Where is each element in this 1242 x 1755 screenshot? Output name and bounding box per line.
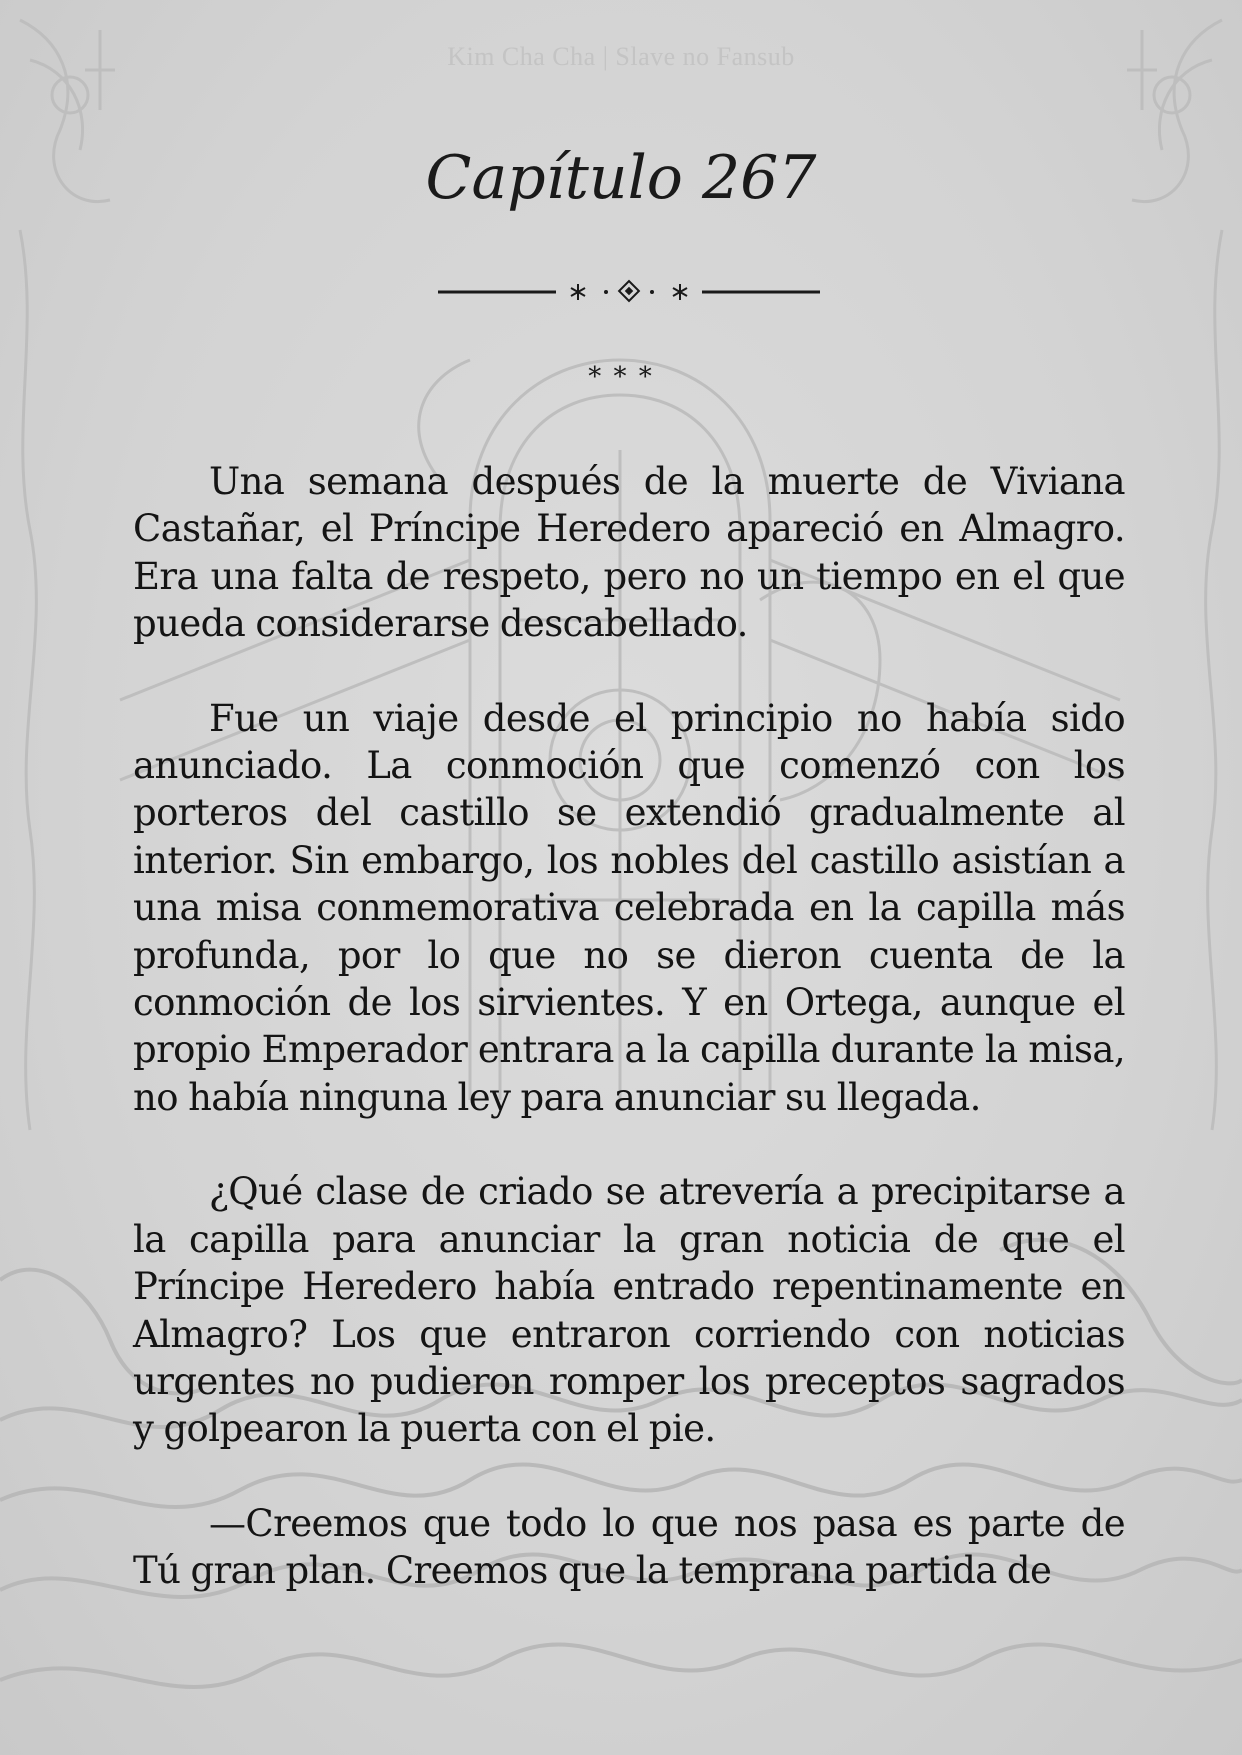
paragraph-1: Una semana después de la muerte de Viviana Castañar, el Príncipe Heredero apareció en Almagro. Era una falta de respeto, pero no un tiempo en el que pueda considerarse descabellado. [133, 460, 1125, 646]
watermark-text: Kim Cha Cha | Slave no Fansub [447, 42, 795, 71]
title-divider-ornament [438, 272, 820, 312]
section-break: * * * [588, 362, 654, 392]
paragraph-2: Fue un viaje desde el principio no había sido anunciado. La conmoción que comenzó con los porteros del castillo se extendió gradualmente al interior. Sin embargo, los nobles del castillo asistían a una misa conmemorativa celebrada en la capilla más profunda, por lo que no se dieron cuenta de la conmoción de los sirvientes. Y en Ortega, aunque el propio Emperador entrara a la capilla durante la misa, no había ninguna ley para anunciar su llegada. [133, 696, 1125, 1119]
paragraph-3: ¿Qué clase de criado se atrevería a precipitarse a la capilla para anunciar la gran noticia de que el Príncipe Heredero había entrado repentinamente en Almagro? Los que entraron corriendo con noticias urgentes no pudieron romper los preceptos sagrados y golpearon la puerta con el pie. [133, 1170, 1125, 1451]
chapter-body [133, 458, 1125, 1642]
chapter-title: Capítulo 267 [425, 143, 817, 213]
paragraph-4: —Creemos que todo lo que nos pasa es parte de Tú gran plan. Creemos que la temprana partida de [133, 1501, 1125, 1593]
